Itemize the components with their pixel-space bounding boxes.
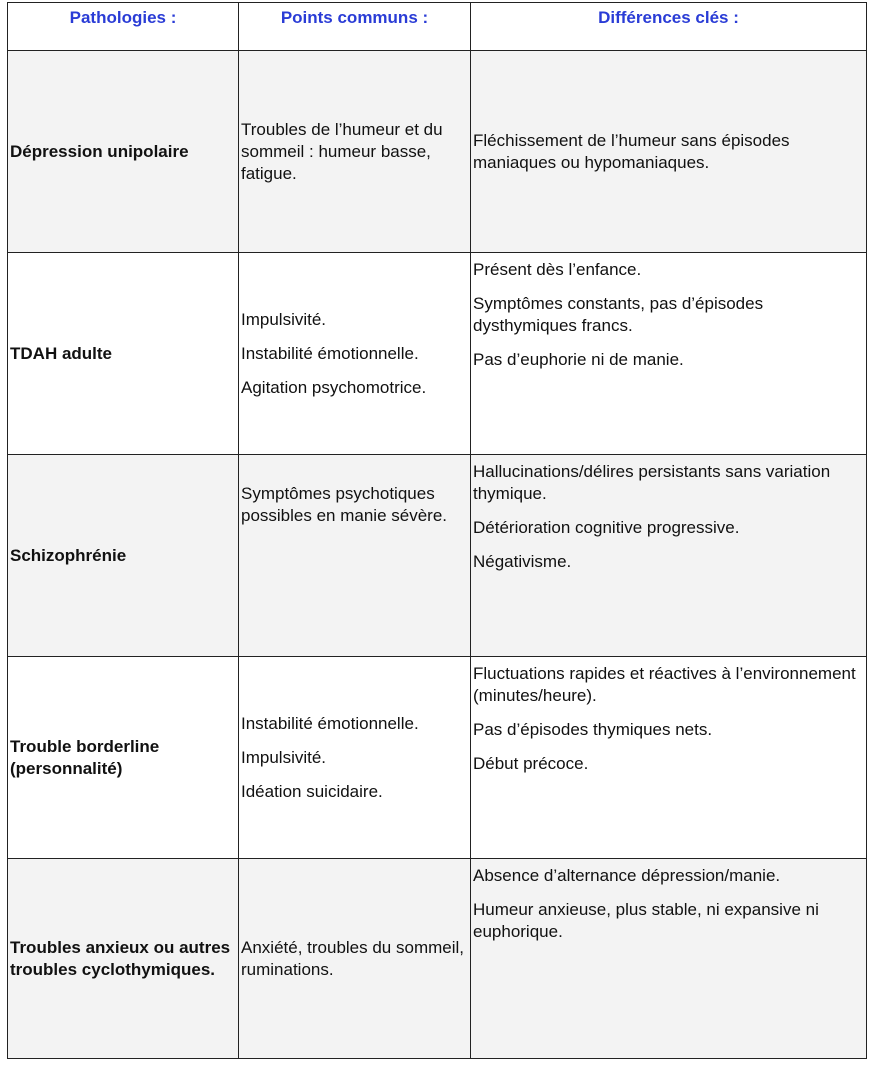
comparison-table [7, 2, 867, 1059]
header-pathologies: Pathologies : [8, 3, 239, 51]
header-key-differences: Différences clés : [471, 3, 867, 51]
common-point: Anxiété, troubles du sommeil, ruminations. [241, 937, 464, 979]
difference-item: Fléchissement de l’humeur sans épisodes maniaques ou hypomaniaques. [473, 130, 790, 172]
common-point: Agitation psychomotrice. [241, 377, 427, 397]
difference-item: Pas d’euphorie ni de manie. [473, 350, 684, 369]
difference-item: Fluctuations rapides et réactives à l’environnement (minutes/heure). [473, 664, 856, 705]
pathology-name: Dépression unipolaire [8, 51, 239, 253]
difference-item: Absence d’alternance dépression/manie. [473, 866, 781, 885]
table-row [8, 657, 867, 859]
common-points-cell [239, 455, 471, 657]
difference-item: Symptômes constants, pas d’épisodes dysthymiques francs. [473, 294, 764, 335]
difference-item: Début précoce. [473, 754, 589, 773]
common-points-cell [239, 253, 471, 455]
table-row [8, 859, 867, 1059]
difference-item: Humeur anxieuse, plus stable, ni expansive ni euphorique. [473, 900, 819, 941]
differences-cell [471, 859, 867, 1059]
pathology-name: Schizophrénie [8, 455, 239, 657]
common-point: Symptômes psychotiques possibles en manie sévère. [241, 484, 448, 525]
table-row [8, 51, 867, 253]
differences-cell [471, 455, 867, 657]
difference-item: Négativisme. [473, 552, 572, 571]
header-row [8, 3, 867, 51]
differences-cell [471, 657, 867, 859]
common-points-cell [239, 859, 471, 1059]
pathology-name: Trouble borderline (personnalité) [8, 657, 239, 859]
pathology-name: Troubles anxieux ou autres troubles cyclothymiques. [8, 859, 239, 1059]
difference-item: Détérioration cognitive progressive. [473, 518, 740, 537]
common-point: Troubles de l’humeur et du sommeil : humeur basse, fatigue. [241, 119, 443, 183]
common-point: Idéation suicidaire. [241, 781, 383, 801]
difference-item: Présent dès l’enfance. [473, 260, 642, 279]
table-row [8, 455, 867, 657]
difference-item: Pas d’épisodes thymiques nets. [473, 720, 713, 739]
differences-cell [471, 253, 867, 455]
common-point: Impulsivité. [241, 747, 327, 767]
differences-cell [471, 51, 867, 253]
common-point: Instabilité émotionnelle. [241, 713, 419, 733]
common-point: Impulsivité. [241, 309, 327, 329]
common-points-cell [239, 657, 471, 859]
common-points-cell [239, 51, 471, 253]
table-row [8, 253, 867, 455]
header-common-points: Points communs : [239, 3, 471, 51]
pathology-name: TDAH adulte [8, 253, 239, 455]
common-point: Instabilité émotionnelle. [241, 343, 419, 363]
difference-item: Hallucinations/délires persistants sans variation thymique. [473, 462, 831, 503]
